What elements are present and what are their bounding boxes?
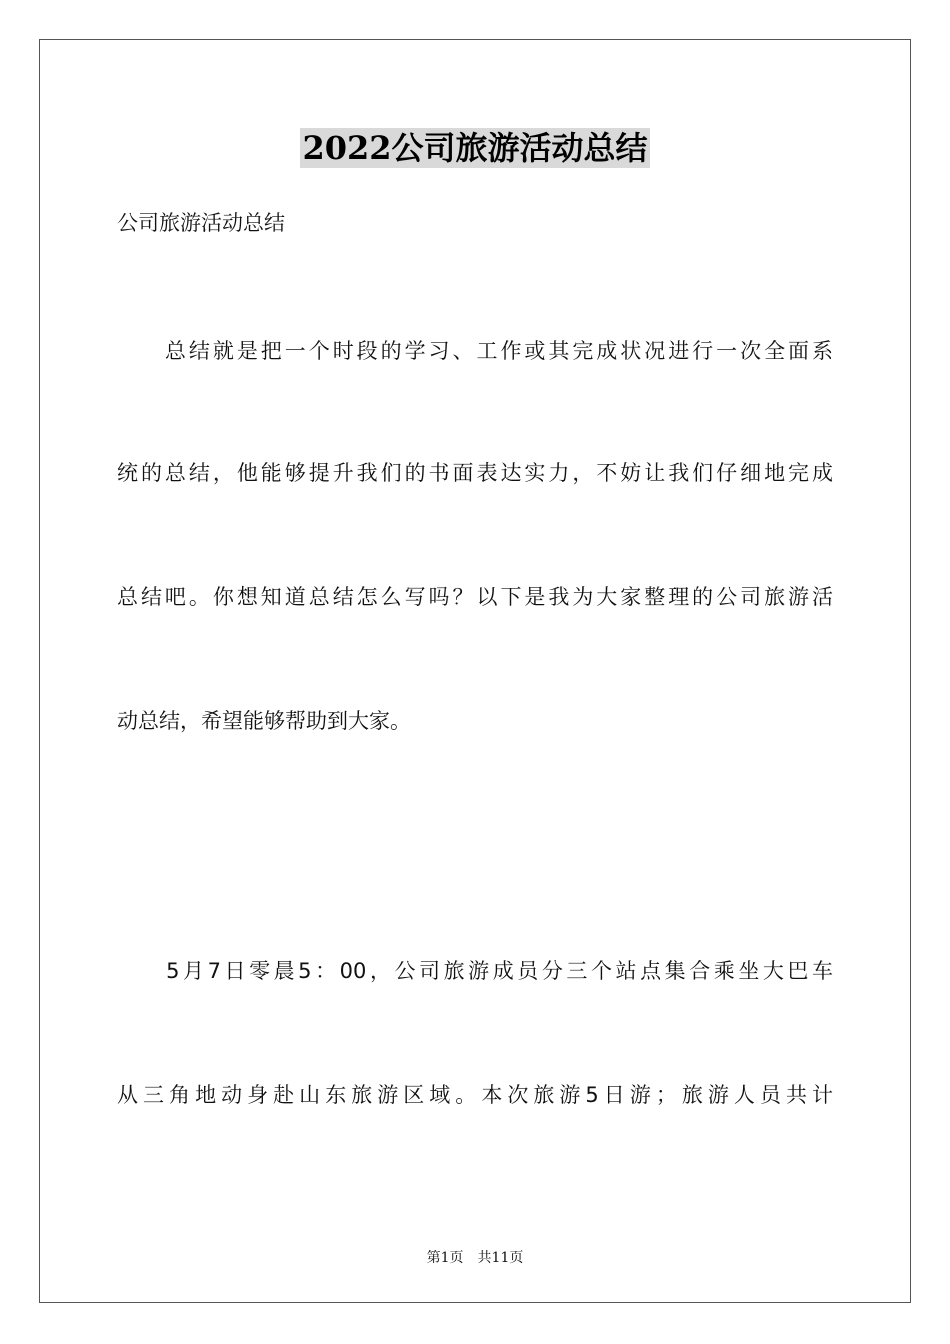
document-title: 2022公司旅游活动总结 xyxy=(302,129,648,167)
document-subtitle: 公司旅游活动总结 xyxy=(117,211,285,235)
title-container xyxy=(0,128,950,168)
paragraph-line-6: 从三角地动身赴山东旅游区域。本次旅游5日游；旅游人员共计 xyxy=(117,1083,833,1107)
paragraph-line-3: 总结吧。你想知道总结怎么写吗？以下是我为大家整理的公司旅游活 xyxy=(117,585,833,609)
page-footer xyxy=(0,1249,950,1267)
paragraph-line-2: 统的总结，他能够提升我们的书面表达实力，不妨让我们仔细地完成 xyxy=(117,461,833,485)
paragraph-line-4: 动总结，希望能够帮助到大家。 xyxy=(117,709,411,733)
page-total: 共11页 xyxy=(477,1250,524,1266)
paragraph-line-1: 总结就是把一个时段的学习、工作或其完成状况进行一次全面系 xyxy=(117,339,833,363)
paragraph-line-5: 5月7日零晨5：00，公司旅游成员分三个站点集合乘坐大巴车 xyxy=(117,959,833,983)
page-number: 第1页 xyxy=(426,1250,464,1266)
